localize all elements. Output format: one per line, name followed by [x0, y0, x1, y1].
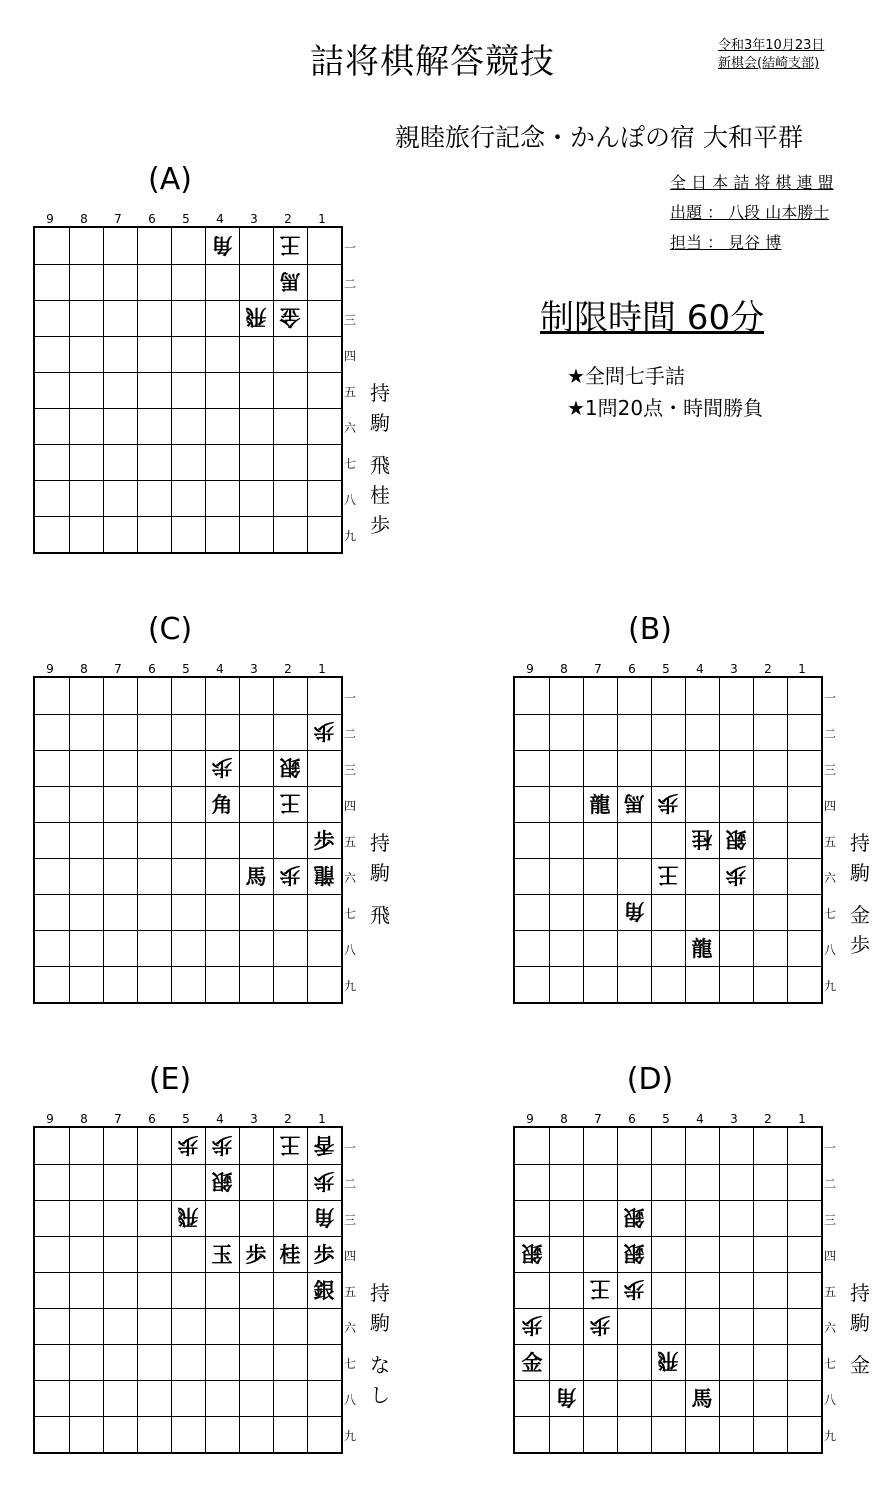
- sente-piece: 玉: [211, 1242, 233, 1267]
- row-number: 六: [343, 1321, 356, 1335]
- hand-piece: 桂: [370, 483, 390, 507]
- sente-piece: 馬: [245, 864, 267, 889]
- row-number: 九: [823, 979, 836, 993]
- column-numbers: [33, 662, 339, 676]
- column-number: 3: [250, 662, 258, 676]
- hand-label-1: 持: [850, 1281, 870, 1305]
- gote-piece: 歩: [313, 719, 335, 744]
- gote-piece: 歩: [725, 863, 747, 888]
- problem-e: [0, 1062, 400, 1482]
- gote-piece: 王: [279, 233, 301, 258]
- grid-line: [171, 228, 172, 552]
- row-number: 二: [343, 1177, 356, 1191]
- column-number: 7: [114, 662, 122, 676]
- gote-piece: 金: [279, 305, 301, 330]
- shogi-board: [513, 1126, 823, 1454]
- column-number: 8: [80, 212, 88, 226]
- grid-line: [35, 516, 341, 517]
- column-numbers: [33, 212, 339, 226]
- time-limit: 制限時間 60分: [540, 298, 765, 338]
- problem-author: 出題 ： 八段 山本勝士: [670, 203, 830, 222]
- gote-piece: 角: [211, 233, 233, 258]
- gote-piece: 歩: [589, 1313, 611, 1338]
- row-number: 七: [343, 907, 356, 921]
- hand-label-1: 持: [370, 381, 390, 405]
- grid-line: [103, 678, 104, 1002]
- problem-label: (D): [626, 1062, 674, 1097]
- grid-line: [787, 1128, 788, 1452]
- row-number: 一: [823, 1141, 836, 1155]
- row-number: 六: [823, 1321, 836, 1335]
- column-number: 2: [284, 1112, 292, 1126]
- row-number: 七: [823, 1357, 836, 1371]
- grid-line: [35, 1416, 341, 1417]
- column-number: 9: [526, 662, 534, 676]
- sente-piece: 角: [211, 792, 233, 817]
- column-number: 2: [764, 662, 772, 676]
- grid-line: [35, 444, 341, 445]
- grid-line: [651, 678, 652, 1002]
- gote-piece: 飛: [177, 1205, 199, 1230]
- grid-line: [69, 1128, 70, 1452]
- gote-piece: 王: [279, 1133, 301, 1158]
- row-number: 七: [343, 1357, 356, 1371]
- column-number: 9: [46, 212, 54, 226]
- row-number: 三: [343, 763, 356, 777]
- organization-name: 全 日 本 詰 将 棋 連 盟: [670, 173, 834, 192]
- problem-label: (E): [148, 1062, 192, 1097]
- column-number: 4: [696, 662, 704, 676]
- column-number: 6: [628, 662, 636, 676]
- hand-piece: 金: [850, 1353, 870, 1377]
- row-number: 六: [343, 871, 356, 885]
- row-number: 九: [343, 529, 356, 543]
- grid-line: [273, 678, 274, 1002]
- row-number: 五: [343, 385, 356, 399]
- hand-piece: 飛: [370, 903, 390, 927]
- gote-piece: 銀: [279, 755, 301, 780]
- problem-c: [0, 612, 400, 1032]
- column-number: 6: [148, 212, 156, 226]
- gote-piece: 馬: [279, 269, 301, 294]
- grid-line: [583, 678, 584, 1002]
- hand-label-2: 駒: [370, 1311, 390, 1335]
- gote-piece: 龍: [313, 863, 335, 888]
- grid-line: [103, 1128, 104, 1452]
- grid-line: [35, 966, 341, 967]
- gote-piece: 銀: [521, 1241, 543, 1266]
- column-number: 2: [284, 212, 292, 226]
- rule-moves: ★全問七手詰: [567, 364, 685, 388]
- hand-label-2: 駒: [370, 861, 390, 885]
- rule-scoring: ★1問20点・時間勝負: [567, 396, 764, 420]
- grid-line: [35, 372, 341, 373]
- grid-line: [69, 228, 70, 552]
- shogi-board: [513, 676, 823, 1004]
- grid-line: [205, 228, 206, 552]
- grid-line: [515, 714, 821, 715]
- row-number: 五: [823, 1285, 836, 1299]
- hand-piece: 飛: [370, 453, 390, 477]
- column-number: 5: [182, 1112, 190, 1126]
- gote-piece: 銀: [623, 1241, 645, 1266]
- column-number: 6: [148, 1112, 156, 1126]
- sente-piece: 金: [521, 1350, 543, 1375]
- row-number: 八: [823, 943, 836, 957]
- grid-line: [137, 1128, 138, 1452]
- row-number: 三: [823, 1213, 836, 1227]
- row-number: 四: [823, 799, 836, 813]
- gote-piece: 歩: [211, 755, 233, 780]
- rules-block: [567, 360, 763, 424]
- gote-piece: 歩: [657, 791, 679, 816]
- grid-line: [137, 228, 138, 552]
- grid-line: [515, 1236, 821, 1237]
- column-number: 4: [216, 212, 224, 226]
- gote-piece: 歩: [211, 1133, 233, 1158]
- column-number: 3: [730, 1112, 738, 1126]
- grid-line: [35, 480, 341, 481]
- row-number: 八: [343, 1393, 356, 1407]
- row-number: 五: [343, 835, 356, 849]
- gote-piece: 角: [555, 1385, 577, 1410]
- column-number: 9: [46, 1112, 54, 1126]
- page-title: 詰将棋解答競技: [310, 42, 555, 82]
- column-number: 1: [798, 1112, 806, 1126]
- grid-line: [171, 1128, 172, 1452]
- grid-line: [617, 678, 618, 1002]
- date-venue-block: [718, 37, 824, 73]
- hand-piece: 金: [850, 903, 870, 927]
- row-number: 一: [823, 691, 836, 705]
- gote-piece: 銀: [623, 1205, 645, 1230]
- problem-label: (B): [628, 612, 672, 647]
- hand-piece: な: [370, 1353, 390, 1377]
- hand-piece: 歩: [850, 933, 870, 957]
- grid-line: [549, 678, 550, 1002]
- column-number: 3: [730, 662, 738, 676]
- row-number: 九: [343, 979, 356, 993]
- column-number: 8: [560, 1112, 568, 1126]
- column-number: 1: [318, 662, 326, 676]
- person-in-charge: 担当 ： 見谷 博: [670, 233, 782, 252]
- column-number: 1: [318, 212, 326, 226]
- problem-b: [480, 612, 880, 1032]
- hand-piece: し: [370, 1383, 390, 1407]
- row-number: 二: [343, 727, 356, 741]
- grid-line: [35, 1308, 341, 1309]
- row-number: 七: [343, 457, 356, 471]
- column-number: 7: [114, 1112, 122, 1126]
- grid-line: [515, 930, 821, 931]
- gote-piece: 角: [623, 899, 645, 924]
- row-number: 四: [343, 1249, 356, 1263]
- sente-piece: 銀: [313, 1278, 335, 1303]
- hand-piece: 歩: [370, 513, 390, 537]
- grid-line: [273, 1128, 274, 1452]
- row-number: 五: [823, 835, 836, 849]
- gote-piece: 飛: [657, 1349, 679, 1374]
- sente-piece: 桂: [279, 1242, 301, 1267]
- row-number: 八: [343, 943, 356, 957]
- gote-piece: 角: [313, 1205, 335, 1230]
- column-number: 4: [696, 1112, 704, 1126]
- grid-line: [239, 678, 240, 1002]
- column-number: 3: [250, 1112, 258, 1126]
- column-number: 6: [628, 1112, 636, 1126]
- gote-piece: 歩: [313, 1169, 335, 1194]
- gote-piece: 王: [657, 863, 679, 888]
- shogi-board: [33, 1126, 343, 1454]
- column-number: 1: [318, 1112, 326, 1126]
- grid-line: [205, 678, 206, 1002]
- problem-label: (C): [147, 612, 193, 647]
- gote-piece: 王: [589, 1277, 611, 1302]
- problem-d: [480, 1062, 880, 1482]
- column-number: 4: [216, 1112, 224, 1126]
- gote-piece: 馬: [623, 791, 645, 816]
- grid-line: [515, 1164, 821, 1165]
- hand-label-2: 駒: [850, 861, 870, 885]
- row-number: 二: [823, 727, 836, 741]
- column-number: 3: [250, 212, 258, 226]
- row-number: 八: [343, 493, 356, 507]
- event-venue: 新棋会(結崎支部): [718, 56, 820, 71]
- hand-label-2: 駒: [370, 411, 390, 435]
- column-number: 6: [148, 662, 156, 676]
- row-number: 五: [343, 1285, 356, 1299]
- grid-line: [35, 408, 341, 409]
- column-number: 9: [526, 1112, 534, 1126]
- column-number: 7: [594, 662, 602, 676]
- gote-piece: 歩: [521, 1313, 543, 1338]
- grid-line: [35, 714, 341, 715]
- grid-line: [69, 678, 70, 1002]
- row-number: 六: [343, 421, 356, 435]
- row-number: 二: [343, 277, 356, 291]
- gote-piece: 銀: [725, 827, 747, 852]
- column-number: 5: [182, 662, 190, 676]
- gote-piece: 歩: [177, 1133, 199, 1158]
- column-number: 5: [662, 1112, 670, 1126]
- shogi-board: [33, 676, 343, 1004]
- sente-piece: 馬: [691, 1386, 713, 1411]
- gote-piece: 銀: [211, 1169, 233, 1194]
- column-number: 2: [284, 662, 292, 676]
- event-date: 令和3年10月23日: [718, 38, 825, 53]
- problem-a: [0, 162, 400, 582]
- column-number: 7: [114, 212, 122, 226]
- gote-piece: 香: [313, 1133, 335, 1158]
- gote-piece: 桂: [691, 827, 713, 852]
- hand-label-1: 持: [370, 831, 390, 855]
- sente-piece: 歩: [245, 1242, 267, 1267]
- grid-line: [787, 678, 788, 1002]
- row-number: 八: [823, 1393, 836, 1407]
- row-number: 四: [823, 1249, 836, 1263]
- row-number: 六: [823, 871, 836, 885]
- column-number: 7: [594, 1112, 602, 1126]
- gote-piece: 飛: [245, 305, 267, 330]
- column-number: 5: [182, 212, 190, 226]
- grid-line: [35, 930, 341, 931]
- grid-line: [35, 1344, 341, 1345]
- column-number: 5: [662, 662, 670, 676]
- column-number: 4: [216, 662, 224, 676]
- hand-label-1: 持: [850, 831, 870, 855]
- row-number: 三: [823, 763, 836, 777]
- grid-line: [137, 678, 138, 1002]
- grid-line: [515, 1200, 821, 1201]
- grid-line: [515, 750, 821, 751]
- column-numbers: [513, 1112, 819, 1126]
- gote-piece: 王: [279, 791, 301, 816]
- organizer-block: [670, 168, 834, 258]
- row-number: 一: [343, 241, 356, 255]
- sente-piece: 歩: [313, 1242, 335, 1267]
- sente-piece: 歩: [313, 828, 335, 853]
- row-number: 三: [343, 1213, 356, 1227]
- row-number: 一: [343, 691, 356, 705]
- hand-label-1: 持: [370, 1281, 390, 1305]
- grid-line: [753, 1128, 754, 1452]
- row-number: 三: [343, 313, 356, 327]
- row-number: 四: [343, 349, 356, 363]
- gote-piece: 歩: [623, 1277, 645, 1302]
- grid-line: [515, 1272, 821, 1273]
- row-number: 九: [823, 1429, 836, 1443]
- grid-line: [515, 1308, 821, 1309]
- row-number: 四: [343, 799, 356, 813]
- gote-piece: 歩: [279, 863, 301, 888]
- column-number: 1: [798, 662, 806, 676]
- row-number: 九: [343, 1429, 356, 1443]
- grid-line: [515, 966, 821, 967]
- grid-line: [239, 228, 240, 552]
- grid-line: [35, 1380, 341, 1381]
- sente-piece: 龍: [589, 792, 611, 817]
- event-subtitle: 親睦旅行記念・かんぽの宿 大和平群: [395, 123, 803, 152]
- grid-line: [171, 678, 172, 1002]
- row-number: 二: [823, 1177, 836, 1191]
- row-number: 一: [343, 1141, 356, 1155]
- column-numbers: [33, 1112, 339, 1126]
- column-number: 8: [560, 662, 568, 676]
- sente-piece: 龍: [691, 936, 713, 961]
- column-number: 2: [764, 1112, 772, 1126]
- grid-line: [103, 228, 104, 552]
- row-number: 七: [823, 907, 836, 921]
- hand-label-2: 駒: [850, 1311, 870, 1335]
- column-number: 8: [80, 1112, 88, 1126]
- column-number: 9: [46, 662, 54, 676]
- problem-label: (A): [148, 162, 192, 197]
- shogi-board: [33, 226, 343, 554]
- column-number: 8: [80, 662, 88, 676]
- column-numbers: [513, 662, 819, 676]
